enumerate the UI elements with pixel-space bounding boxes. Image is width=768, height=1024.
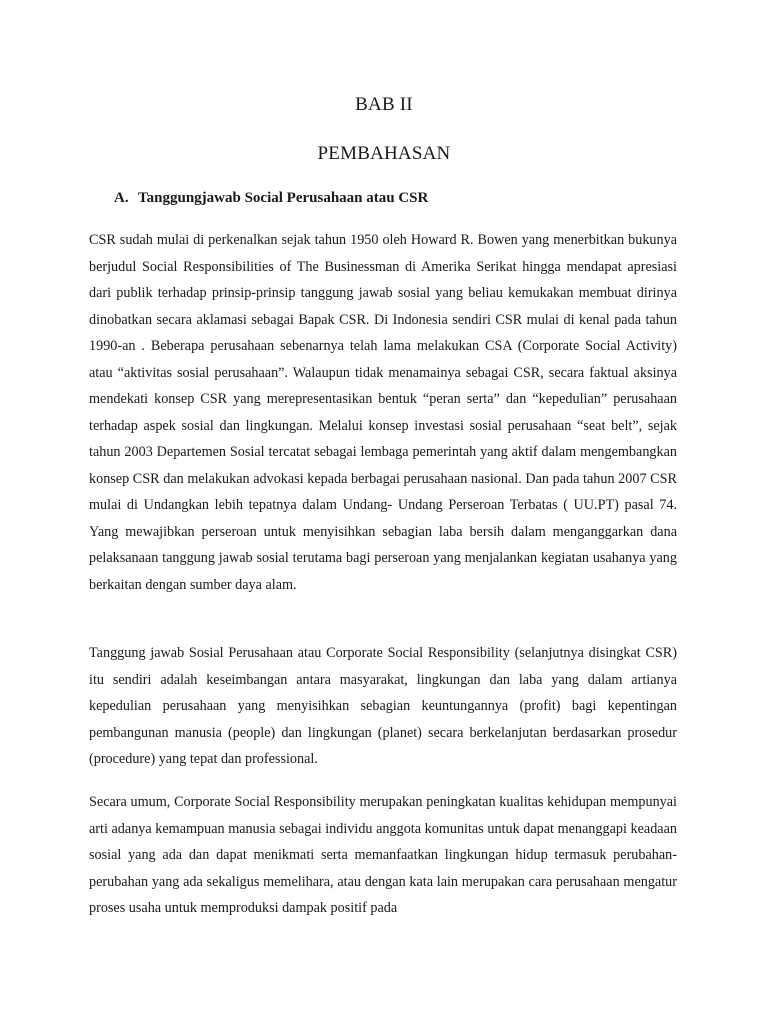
paragraph-csr-general: Secara umum, Corporate Social Responsibility merupakan peningkatan kualitas kehidupan mempunyai arti adanya kemampuan manusia sebagai individu anggota komunitas untuk dapat menanggapi keadaan sosial yang ada dan dapat menikmati serta memanfaatkan lingkungan hidup termasuk perubahan-perubahan yang ada sekaligus memelihara, atau dengan kata lain merupakan cara perusahaan mengatur proses usaha untuk memproduksi dampak positif pada: [89, 794, 677, 916]
section-marker: A.: [114, 190, 129, 206]
paragraph-csr-definition: Tanggung jawab Sosial Perusahaan atau Corporate Social Responsibility (selanjutnya disingkat CSR) itu sendiri adalah keseimbangan antara masyarakat, lingkungan dan laba yang dalam artianya kepedulian perusahaan yang menyisihkan sebagian keuntungannya (profit) bagi kepentingan pembangunan manusia (people) dan lingkungan (planet) secara berkelanjutan berdasarkan prosedur (procedure) yang tepat dan professional.: [89, 645, 677, 767]
chapter-title: PEMBAHASAN: [317, 143, 451, 164]
section-heading: [114, 190, 428, 207]
paragraph-csr-history: CSR sudah mulai di perkenalkan sejak tahun 1950 oleh Howard R. Bowen yang menerbitkan bukunya berjudul Social Responsibilities of The Businessman di Amerika Serikat hingga mendapat apresiasi dari publik terhadap prinsip-prinsip tanggung jawab sosial yang beliau kemukakan membuat dirinya dinobatkan secara aklamasi sebagai Bapak CSR. Di Indonesia sendiri CSR mulai di kenal pada tahun 1990-an . Beberapa perusahaan sebenarnya telah lama melakukan CSA (Corporate Social Activity) atau “aktivitas sosial perusahaan”. Walaupun tidak menamainya sebagai CSR, secara faktual aksinya mendekati konsep CSR yang merepresentasikan bentuk “peran serta” dan “kepedulian” perusahaan terhadap aspek sosial dan lingkungan. Melalui konsep investasi sosial perusahaan “seat belt”, sejak tahun 2003 Departemen Sosial tercatat sebagai lembaga pemerintah yang aktif dalam mengembangkan konsep CSR dan melakukan advokasi kepada berbagai perusahaan nasional. Dan pada tahun 2007 CSR mulai di Undangkan lebih tepatnya dalam Undang- Undang Perseroan Terbatas ( UU.PT) pasal 74. Yang mewajibkan perseroan untuk menyisihkan sebagian laba bersih dalam menganggarkan dana pelaksanaan tanggung jawab sosial terutama bagi perseroan yang menjalankan kegiatan usahanya yang berkaitan dengan sumber daya alam.: [89, 232, 677, 593]
chapter-number: BAB II: [355, 94, 413, 115]
section-title: Tanggungjawab Social Perusahaan atau CSR: [138, 190, 429, 206]
